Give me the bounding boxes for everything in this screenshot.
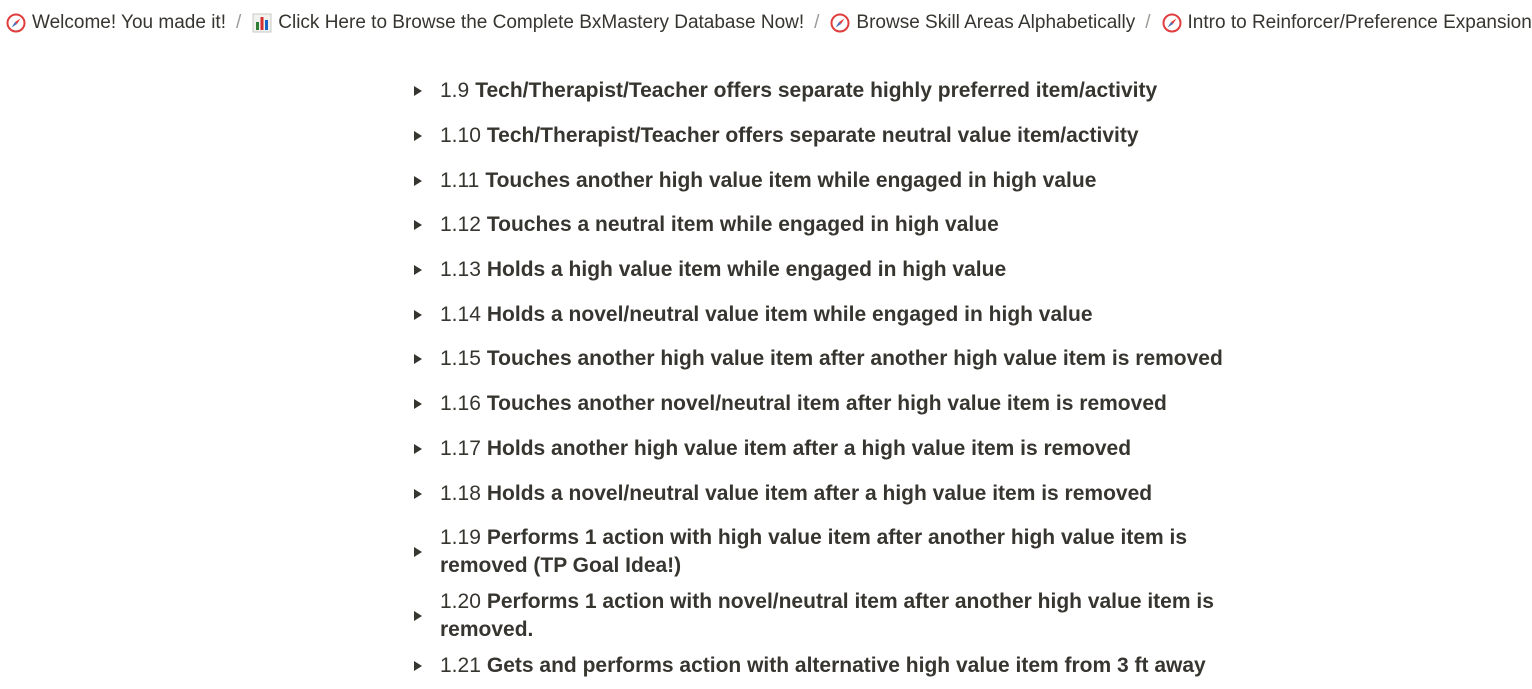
breadcrumb-separator: / xyxy=(814,11,820,33)
toggle-item xyxy=(405,427,1245,472)
toggle-triangle-icon[interactable] xyxy=(405,302,430,327)
toggle-heading xyxy=(440,345,1223,373)
breadcrumb-label: Welcome! You made it! xyxy=(32,11,226,33)
toggle-item xyxy=(405,516,1245,588)
bar-chart-icon xyxy=(251,12,273,34)
toggle-item xyxy=(405,588,1245,644)
item-number: 1.14 xyxy=(440,302,481,326)
toggle-triangle-icon[interactable] xyxy=(405,436,430,461)
item-title: Touches another high value item while engaged in high value xyxy=(485,168,1097,192)
item-number: 1.21 xyxy=(440,654,481,678)
breadcrumb-separator: / xyxy=(1145,11,1151,33)
item-number: 1.16 xyxy=(440,392,481,416)
item-title: Gets and performs action with alternative high value item from 3 ft away xyxy=(486,654,1206,678)
item-number: 1.10 xyxy=(440,124,481,148)
toggle-heading xyxy=(440,524,1245,580)
item-title: Holds a novel/neutral value item while engaged in high value xyxy=(486,302,1093,326)
toggle-item xyxy=(405,292,1245,337)
breadcrumb-label: Browse Skill Areas Alphabetically xyxy=(856,11,1136,33)
toggle-heading xyxy=(440,256,1006,284)
toggle-item xyxy=(405,382,1245,427)
toggle-heading xyxy=(440,652,1206,680)
breadcrumb-item-welcome[interactable] xyxy=(5,12,226,34)
item-number: 1.12 xyxy=(440,213,481,237)
toggle-triangle-icon[interactable] xyxy=(405,213,430,238)
toggle-item xyxy=(405,248,1245,293)
toggle-triangle-icon[interactable] xyxy=(405,258,430,283)
toggle-heading xyxy=(440,435,1131,463)
toggle-heading xyxy=(440,167,1096,195)
item-title: Performs 1 action with novel/neutral item after another high value item is removed. xyxy=(440,589,1214,641)
toggle-item xyxy=(405,644,1245,689)
toggle-heading xyxy=(440,301,1093,329)
item-number: 1.11 xyxy=(440,168,480,192)
toggle-item xyxy=(405,471,1245,516)
breadcrumb-separator: / xyxy=(235,11,242,33)
toggle-heading xyxy=(440,588,1245,644)
toggle-triangle-icon[interactable] xyxy=(405,603,430,628)
item-number: 1.19 xyxy=(440,525,481,549)
item-title: Performs 1 action with high value item after another high value item is removed (TP Goal Idea!) xyxy=(440,525,1188,577)
breadcrumb xyxy=(0,0,1532,45)
item-title: Touches another novel/neutral item after high value item is removed xyxy=(486,392,1167,416)
toggle-triangle-icon[interactable] xyxy=(405,168,430,193)
item-title: Touches a neutral item while engaged in high value xyxy=(486,213,999,237)
item-title: Touches another high value item after another high value item is removed xyxy=(486,347,1223,371)
breadcrumb-item-database[interactable] xyxy=(251,12,804,34)
toggle-triangle-icon[interactable] xyxy=(405,654,430,679)
compass-icon xyxy=(829,12,851,34)
item-number: 1.18 xyxy=(440,481,481,505)
toggle-triangle-icon[interactable] xyxy=(405,79,430,104)
toggle-heading xyxy=(440,122,1139,150)
item-number: 1.17 xyxy=(440,436,481,460)
breadcrumb-item-skill-areas[interactable] xyxy=(829,12,1135,34)
toggle-heading xyxy=(440,390,1167,418)
toggle-triangle-icon[interactable] xyxy=(405,124,430,149)
item-title: Holds a high value item while engaged in high value xyxy=(486,258,1007,282)
toggle-item xyxy=(405,203,1245,248)
toggle-heading xyxy=(440,211,999,239)
toggle-item xyxy=(405,114,1245,159)
item-number: 1.13 xyxy=(440,258,481,282)
toggle-triangle-icon[interactable] xyxy=(405,539,430,564)
toggle-item xyxy=(405,69,1245,114)
item-number: 1.20 xyxy=(440,589,481,613)
item-title: Holds a novel/neutral value item after a high value item is removed xyxy=(486,481,1153,505)
toggle-triangle-icon[interactable] xyxy=(405,392,430,417)
breadcrumb-item-reinforcer-intro[interactable] xyxy=(1161,12,1532,34)
toggle-heading xyxy=(440,77,1157,105)
breadcrumb-label: Click Here to Browse the Complete BxMastery Database Now! xyxy=(278,11,805,33)
toggle-item xyxy=(405,158,1245,203)
item-title: Tech/Therapist/Teacher offers separate neutral value item/activity xyxy=(486,124,1139,148)
toggle-list xyxy=(405,69,1245,689)
toggle-triangle-icon[interactable] xyxy=(405,347,430,372)
toggle-heading xyxy=(440,480,1152,508)
compass-icon xyxy=(1161,12,1183,34)
toggle-item xyxy=(405,337,1245,382)
compass-icon xyxy=(5,12,27,34)
item-title: Tech/Therapist/Teacher offers separate highly preferred item/activity xyxy=(475,79,1158,103)
toggle-triangle-icon[interactable] xyxy=(405,481,430,506)
item-number: 1.9 xyxy=(440,79,470,103)
breadcrumb-label: Intro to Reinforcer/Preference Expansion xyxy=(1187,11,1532,33)
item-title: Holds another high value item after a high value item is removed xyxy=(486,436,1132,460)
item-number: 1.15 xyxy=(440,347,481,371)
